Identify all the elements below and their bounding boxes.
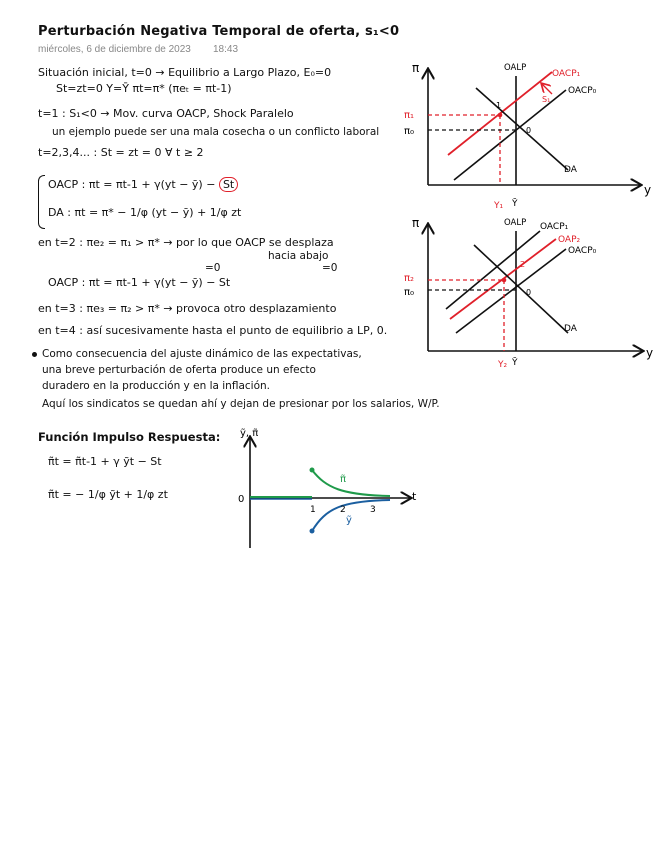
graph2-point2-label: 2 xyxy=(520,260,526,269)
graph2-da-label: DA xyxy=(564,324,577,334)
note-line-initial: Situación inicial, t=0 → Equilibrio a Largo Plazo, E₀=0 xyxy=(38,66,332,79)
oacp-formula: πt = πt-1 + γ(yt − ȳ) − xyxy=(88,178,216,191)
note-t2 xyxy=(38,236,334,249)
irf-equation-2: π̃t = − 1/φ ỹt + 1/φ zt xyxy=(48,488,168,501)
graph2-oap2-label: OAP₂ xyxy=(558,235,581,245)
graph1-y-axis-label: π xyxy=(412,61,420,75)
bullet-line-1: Como consecuencia del ajuste dinámico de las expectativas, xyxy=(42,348,362,360)
graph1-oalp-label: OALP xyxy=(504,63,527,73)
t4-formula: así sucesivamente hasta el punto de equilibrio a LP, 0. xyxy=(86,324,388,337)
oacp-shock-circled: St xyxy=(219,177,238,192)
graph1-da-label: DA xyxy=(564,165,577,175)
oacp-equation xyxy=(48,177,238,192)
note-line-example: un ejemplo puede ser una mala cosecha o un conflicto laboral xyxy=(52,126,380,138)
note-t2-cont: hacia abajo xyxy=(268,250,329,262)
graph2-y-axis-label: π xyxy=(412,216,420,230)
note-date: miércoles, 6 de diciembre de 2023 xyxy=(38,44,191,55)
t3-formula: πe₃ = π₂ > π* → provoca otro desplazamiento xyxy=(86,302,337,315)
note-time: 18:43 xyxy=(213,44,239,55)
page-title: Perturbación Negativa Temporal de oferta, s₁<0 xyxy=(38,24,400,39)
graph2-point2 xyxy=(502,278,507,283)
note-line-t1: t=1 : S₁<0 → Mov. curva OACP, Shock Paralelo xyxy=(38,107,294,120)
bullet-line-3: duradero en la producción y en la inflación. xyxy=(42,380,270,392)
irf-pi-label: π̃ xyxy=(340,474,347,485)
graph1-oacp0-label: OACP₀ xyxy=(568,86,597,96)
irf-tick-1: 1 xyxy=(310,505,316,515)
graph2-x-axis-label: y xyxy=(646,346,654,360)
graph1-point1-label: 1 xyxy=(496,101,502,110)
irf-graph xyxy=(230,428,430,558)
graph1-shock-label: S₁ xyxy=(542,95,551,104)
graph2-oalp-label: OALP xyxy=(504,218,527,228)
graph1-y1-label: Y₁ xyxy=(494,201,504,211)
graph1-point1 xyxy=(498,113,503,118)
graph2-point0-label: 0 xyxy=(526,288,532,297)
bullet-line-4: Aquí los sindicatos se quedan ahí y dejan de presionar por los salarios, W/P. xyxy=(42,398,440,410)
graph1-pi1-label: π₁ xyxy=(404,110,415,121)
graph2-y2-label: Y₂ xyxy=(498,360,508,370)
irf-y-label: ỹ xyxy=(346,515,352,526)
irf-equation-1: π̃t = π̃t-1 + γ ỹt − St xyxy=(48,455,162,468)
oacp2-label: OACP : xyxy=(48,276,86,289)
note-t3 xyxy=(38,302,336,315)
graph2-pi2-label: π₂ xyxy=(404,273,415,284)
graph2-oacp1-label: OACP₁ xyxy=(540,222,569,232)
graph1-x-axis-label: y xyxy=(644,183,652,197)
equation-system-bracket xyxy=(38,175,45,229)
graph1-shock-diagram xyxy=(390,60,660,220)
graph2-oacp0-label: OACP₀ xyxy=(568,246,597,256)
da-label: DA : xyxy=(48,206,72,219)
irf-pi-response-curve xyxy=(312,470,390,496)
graph1-pi0-label: π₀ xyxy=(404,126,415,137)
irf-tick-3: 3 xyxy=(370,505,376,515)
irf-zero-label: 0 xyxy=(238,494,245,505)
irf-tick-2: 2 xyxy=(340,505,346,515)
bullet-line-2: una breve perturbación de oferta produce un efecto xyxy=(42,364,316,376)
t2-formula: πe₂ = π₁ > π* → por lo que OACP se desplaza xyxy=(86,236,334,249)
graph2-oacp1-line xyxy=(446,231,540,309)
note-line-t2plus: t=2,3,4... : St = zt = 0 ∀ t ≥ 2 xyxy=(38,146,204,159)
irf-heading: Función Impulso Respuesta: xyxy=(38,430,221,444)
oacp2-zero-2: =0 xyxy=(322,262,338,274)
graph2-oacp0-line xyxy=(456,249,566,333)
graph2-adjustment-diagram xyxy=(390,215,660,375)
oacp2-formula: πt = πt-1 + γ(yt − ȳ) − St xyxy=(88,276,231,289)
t2-label: en t=2 : xyxy=(38,236,83,249)
oacp2-zero-1: =0 xyxy=(205,262,221,274)
note-line-conditions: St=zt=0 Y=Ȳ πt=π* (πeₜ = πt-1) xyxy=(56,82,232,95)
da-formula: πt = π* − 1/φ (yt − ȳ) + 1/φ zt xyxy=(74,206,242,219)
note-t4 xyxy=(38,324,387,337)
bullet-dot xyxy=(32,352,37,357)
graph2-pi0-label: π₀ xyxy=(404,287,415,298)
graph1-shock-arrow xyxy=(542,84,552,94)
oacp2-equation xyxy=(48,276,230,289)
irf-x-axis-label: t xyxy=(412,490,417,503)
graph1-oacp1-label: OACP₁ xyxy=(552,69,581,79)
da-equation xyxy=(48,206,241,219)
oacp-label: OACP : xyxy=(48,178,86,191)
graph2-ybar-label: Ȳ xyxy=(512,358,518,368)
graph1-point0-label: 0 xyxy=(526,126,532,135)
t3-label: en t=3 : xyxy=(38,302,83,315)
irf-y-axis-label: ỹ, π̃ xyxy=(240,428,259,439)
t4-label: en t=4 : xyxy=(38,324,83,337)
graph1-ybar-label: Ȳ xyxy=(512,199,518,209)
